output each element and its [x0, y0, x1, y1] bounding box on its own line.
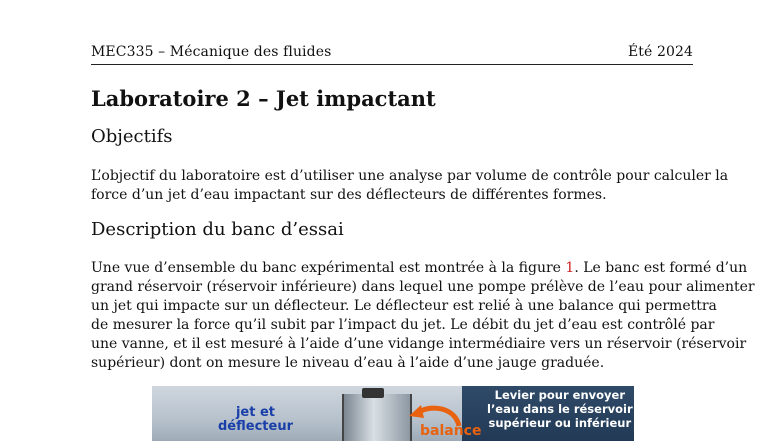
label-line: jet et: [235, 405, 276, 420]
photo-label-jet: [218, 406, 293, 434]
term: Été 2024: [627, 44, 693, 60]
photo-cylinder-cap: [362, 388, 384, 398]
section-heading-description: Description du banc d’essai: [91, 219, 344, 240]
text-line: grand réservoir (réservoir inférieure) dans lequel une pompe prélève de l’eau pour alimenter: [91, 279, 755, 295]
course-name: MEC335 – Mécanique des fluides: [91, 44, 332, 60]
paragraph-description: [91, 259, 755, 373]
text-fragment: Une vue d’ensemble du banc expérimental est montrée à la figure: [91, 260, 566, 276]
photo-label-levier: [487, 388, 633, 430]
text-line: [91, 259, 748, 278]
document-title: Laboratoire 2 – Jet impactant: [91, 86, 436, 111]
photo-label-balance: balance: [420, 423, 482, 439]
text-line: de mesurer la force qu’il subit par l’impact du jet. Le débit du jet d’eau est contrôlé par: [91, 317, 715, 333]
text-line: un jet qui impacte sur un déflecteur. Le déflecteur est relié à une balance qui permettra: [91, 298, 717, 314]
header-rule: [91, 64, 693, 65]
test-bench-photo: [152, 386, 634, 441]
label-line: l’eau dans le réservoir: [487, 402, 633, 416]
text-line: L’objectif du laboratoire est d’utiliser une analyse par volume de contrôle pour calculer la: [91, 168, 729, 184]
text-fragment: . Le banc est formé d’un: [574, 260, 748, 276]
paragraph-objectifs: [91, 167, 729, 205]
label-line: déflecteur: [218, 419, 293, 434]
figure-reference-link[interactable]: 1: [565, 260, 575, 276]
text-line: supérieur) dont on mesure le niveau d’eau à l’aide d’une jauge graduée.: [91, 355, 605, 371]
photo-cylinder: [342, 394, 412, 441]
section-heading-objectifs: Objectifs: [91, 126, 173, 147]
text-line: force d’un jet d’eau impactant sur des déflecteurs de différentes formes.: [91, 187, 607, 203]
running-header: [91, 44, 693, 60]
text-line: une vanne, et il est mesuré à l’aide d’une vidange intermédiaire vers un réservoir (réservoir: [91, 336, 747, 352]
label-line: supérieur ou inférieur: [488, 416, 632, 430]
label-line: Levier pour envoyer: [494, 388, 626, 402]
